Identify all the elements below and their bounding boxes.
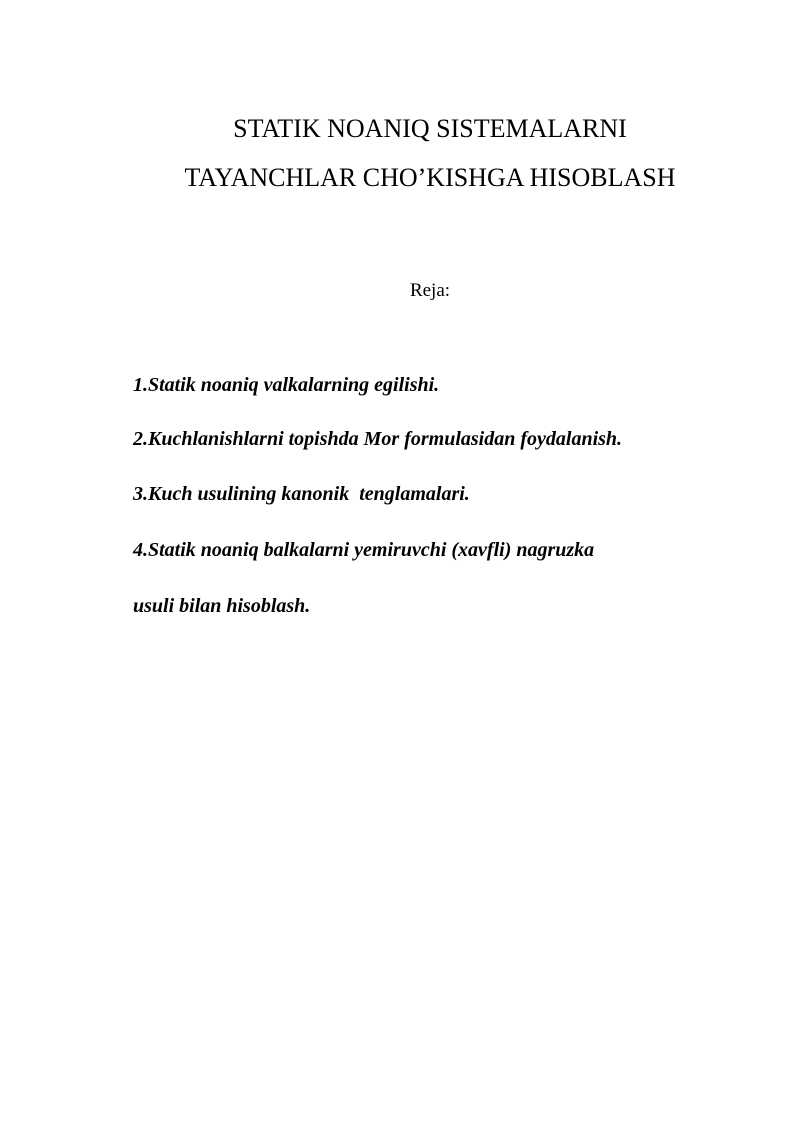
page-title-line-2: TAYANCHLAR CHO’KISHGA HISOBLASH [184, 163, 676, 192]
plan-item-4: 4.Statik noaniq balkalarni yemiruvchi (xavfli) nagruzka [133, 539, 595, 561]
plan-item-2: 2.Kuchlanishlarni topishda Mor formulasidan foydalanish. [133, 428, 623, 450]
page-title-line-1: STATIK NOANIQ SISTEMALARNI [233, 114, 627, 143]
plan-item-3: 3.Kuch usulining kanonik tenglamalari. [133, 483, 470, 505]
plan-item-1: 1.Statik noaniq valkalarning egilishi. [133, 374, 440, 396]
plan-heading: Reja: [409, 280, 451, 301]
plan-item-4-continued: usuli bilan hisoblash. [133, 595, 311, 617]
